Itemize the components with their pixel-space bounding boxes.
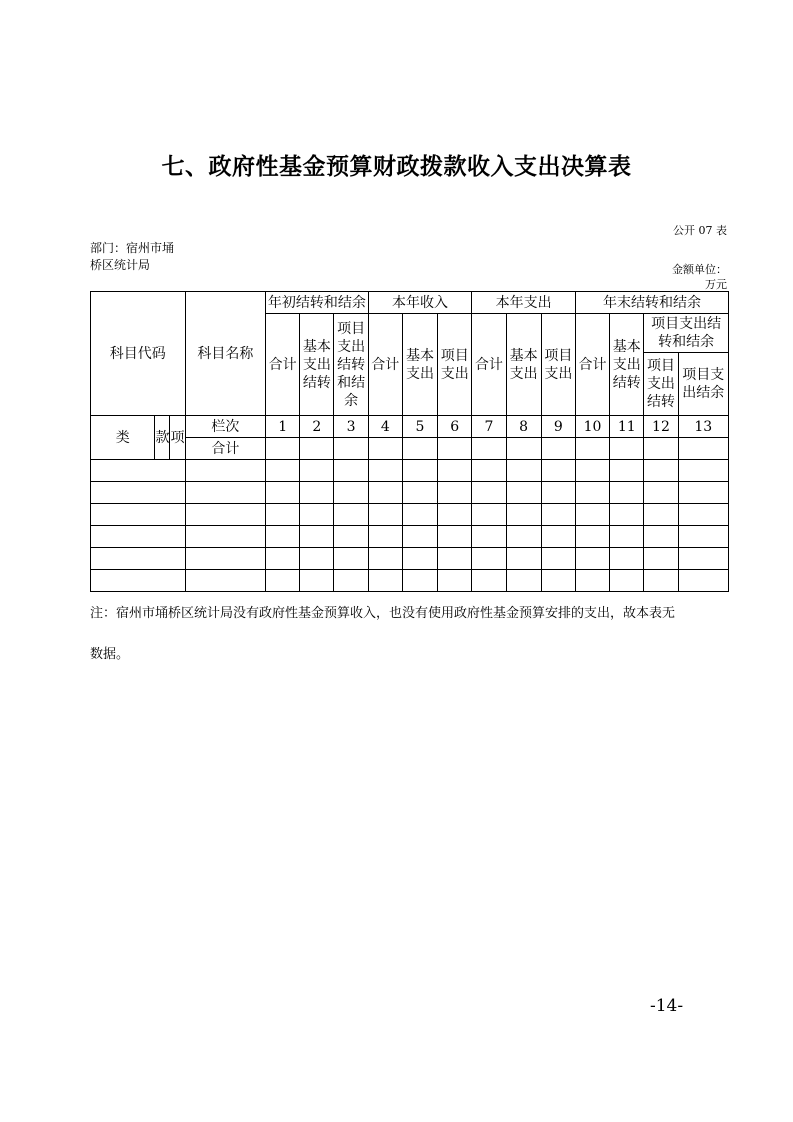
table-cell [472, 438, 506, 460]
table-row [91, 526, 729, 548]
page-title: 七、政府性基金预算财政拨款收入支出决算表 [161, 154, 632, 180]
header-closing-basic: 基本支出结转 [610, 314, 644, 416]
table-cell [91, 548, 186, 570]
code-item: 项 [170, 416, 185, 460]
header-expense-total: 合计 [472, 314, 506, 416]
header-income-project: 项目支出 [438, 314, 472, 416]
column-number: 3 [334, 416, 368, 438]
table-note: 注：宿州市埇桥区统计局没有政府性基金预算收入，也没有使用政府性基金预算安排的支出，故本表无 [90, 606, 676, 621]
column-number: 2 [300, 416, 334, 438]
row-label-total: 合计 [185, 438, 266, 460]
table-cell [541, 438, 575, 460]
header-closing-carryover: 年末结转和结余 [575, 292, 728, 314]
budget-table [90, 291, 729, 592]
table-cell [334, 438, 368, 460]
column-number: 10 [575, 416, 609, 438]
column-number: 5 [402, 416, 437, 438]
column-number: 6 [438, 416, 472, 438]
table-cell [300, 438, 334, 460]
header-subject-code: 科目代码 [91, 292, 186, 416]
header-closing-project-carryover: 项目支出结转 [644, 353, 678, 416]
column-number: 12 [644, 416, 678, 438]
header-expense-basic: 基本支出 [506, 314, 541, 416]
form-code: 公开 07 表 [673, 224, 727, 237]
table-cell [506, 438, 541, 460]
column-number: 13 [678, 416, 728, 438]
table-row [91, 570, 729, 592]
table-cell [438, 438, 472, 460]
row-label-column-numbers: 栏次 [185, 416, 266, 438]
table-cell [644, 438, 678, 460]
column-number: 7 [472, 416, 506, 438]
table-cell [91, 482, 186, 504]
table-cell [91, 460, 186, 482]
header-current-expense: 本年支出 [472, 292, 576, 314]
header-income-total: 合计 [368, 314, 402, 416]
header-subject-name: 科目名称 [185, 292, 266, 416]
table-cell [91, 570, 186, 592]
table-cell [185, 526, 266, 548]
table-cell [91, 526, 186, 548]
department-label: 部门：宿州市埇桥区统计局 [90, 241, 175, 272]
header-opening-basic: 基本支出结转 [300, 314, 334, 416]
table-cell [185, 570, 266, 592]
page-number: -14- [650, 996, 684, 1016]
table-cell [266, 438, 300, 460]
column-number: 1 [266, 416, 300, 438]
column-number: 9 [541, 416, 575, 438]
header-income-basic: 基本支出 [402, 314, 437, 416]
column-number: 8 [506, 416, 541, 438]
header-expense-project: 项目支出 [541, 314, 575, 416]
header-opening-project: 项目支出结转和结余 [334, 314, 368, 416]
column-number: 4 [368, 416, 402, 438]
table-row [91, 482, 729, 504]
table-row [91, 504, 729, 526]
table-cell [185, 482, 266, 504]
table-cell [91, 504, 186, 526]
table-cell [185, 504, 266, 526]
header-closing-total: 合计 [575, 314, 609, 416]
amount-unit-value: 万元 [705, 278, 727, 291]
amount-unit [672, 262, 727, 292]
table-row [91, 460, 729, 482]
header-closing-project-surplus: 项目支出结余 [678, 353, 728, 416]
table-row [91, 548, 729, 570]
table-cell [575, 438, 609, 460]
header-opening-carryover: 年初结转和结余 [266, 292, 369, 314]
table-cell [185, 460, 266, 482]
table-cell [368, 438, 402, 460]
table-cell [610, 438, 644, 460]
code-section: 款 [155, 416, 170, 460]
header-opening-total: 合计 [266, 314, 300, 416]
table-note-continued: 数据。 [90, 647, 130, 662]
table-cell [678, 438, 728, 460]
table-cell [185, 548, 266, 570]
amount-unit-label: 金额单位： [672, 263, 727, 276]
header-current-income: 本年收入 [368, 292, 472, 314]
column-number: 11 [610, 416, 644, 438]
header-closing-project-group: 项目支出结转和结余 [644, 314, 729, 353]
table-cell [402, 438, 437, 460]
code-category: 类 [91, 416, 155, 460]
